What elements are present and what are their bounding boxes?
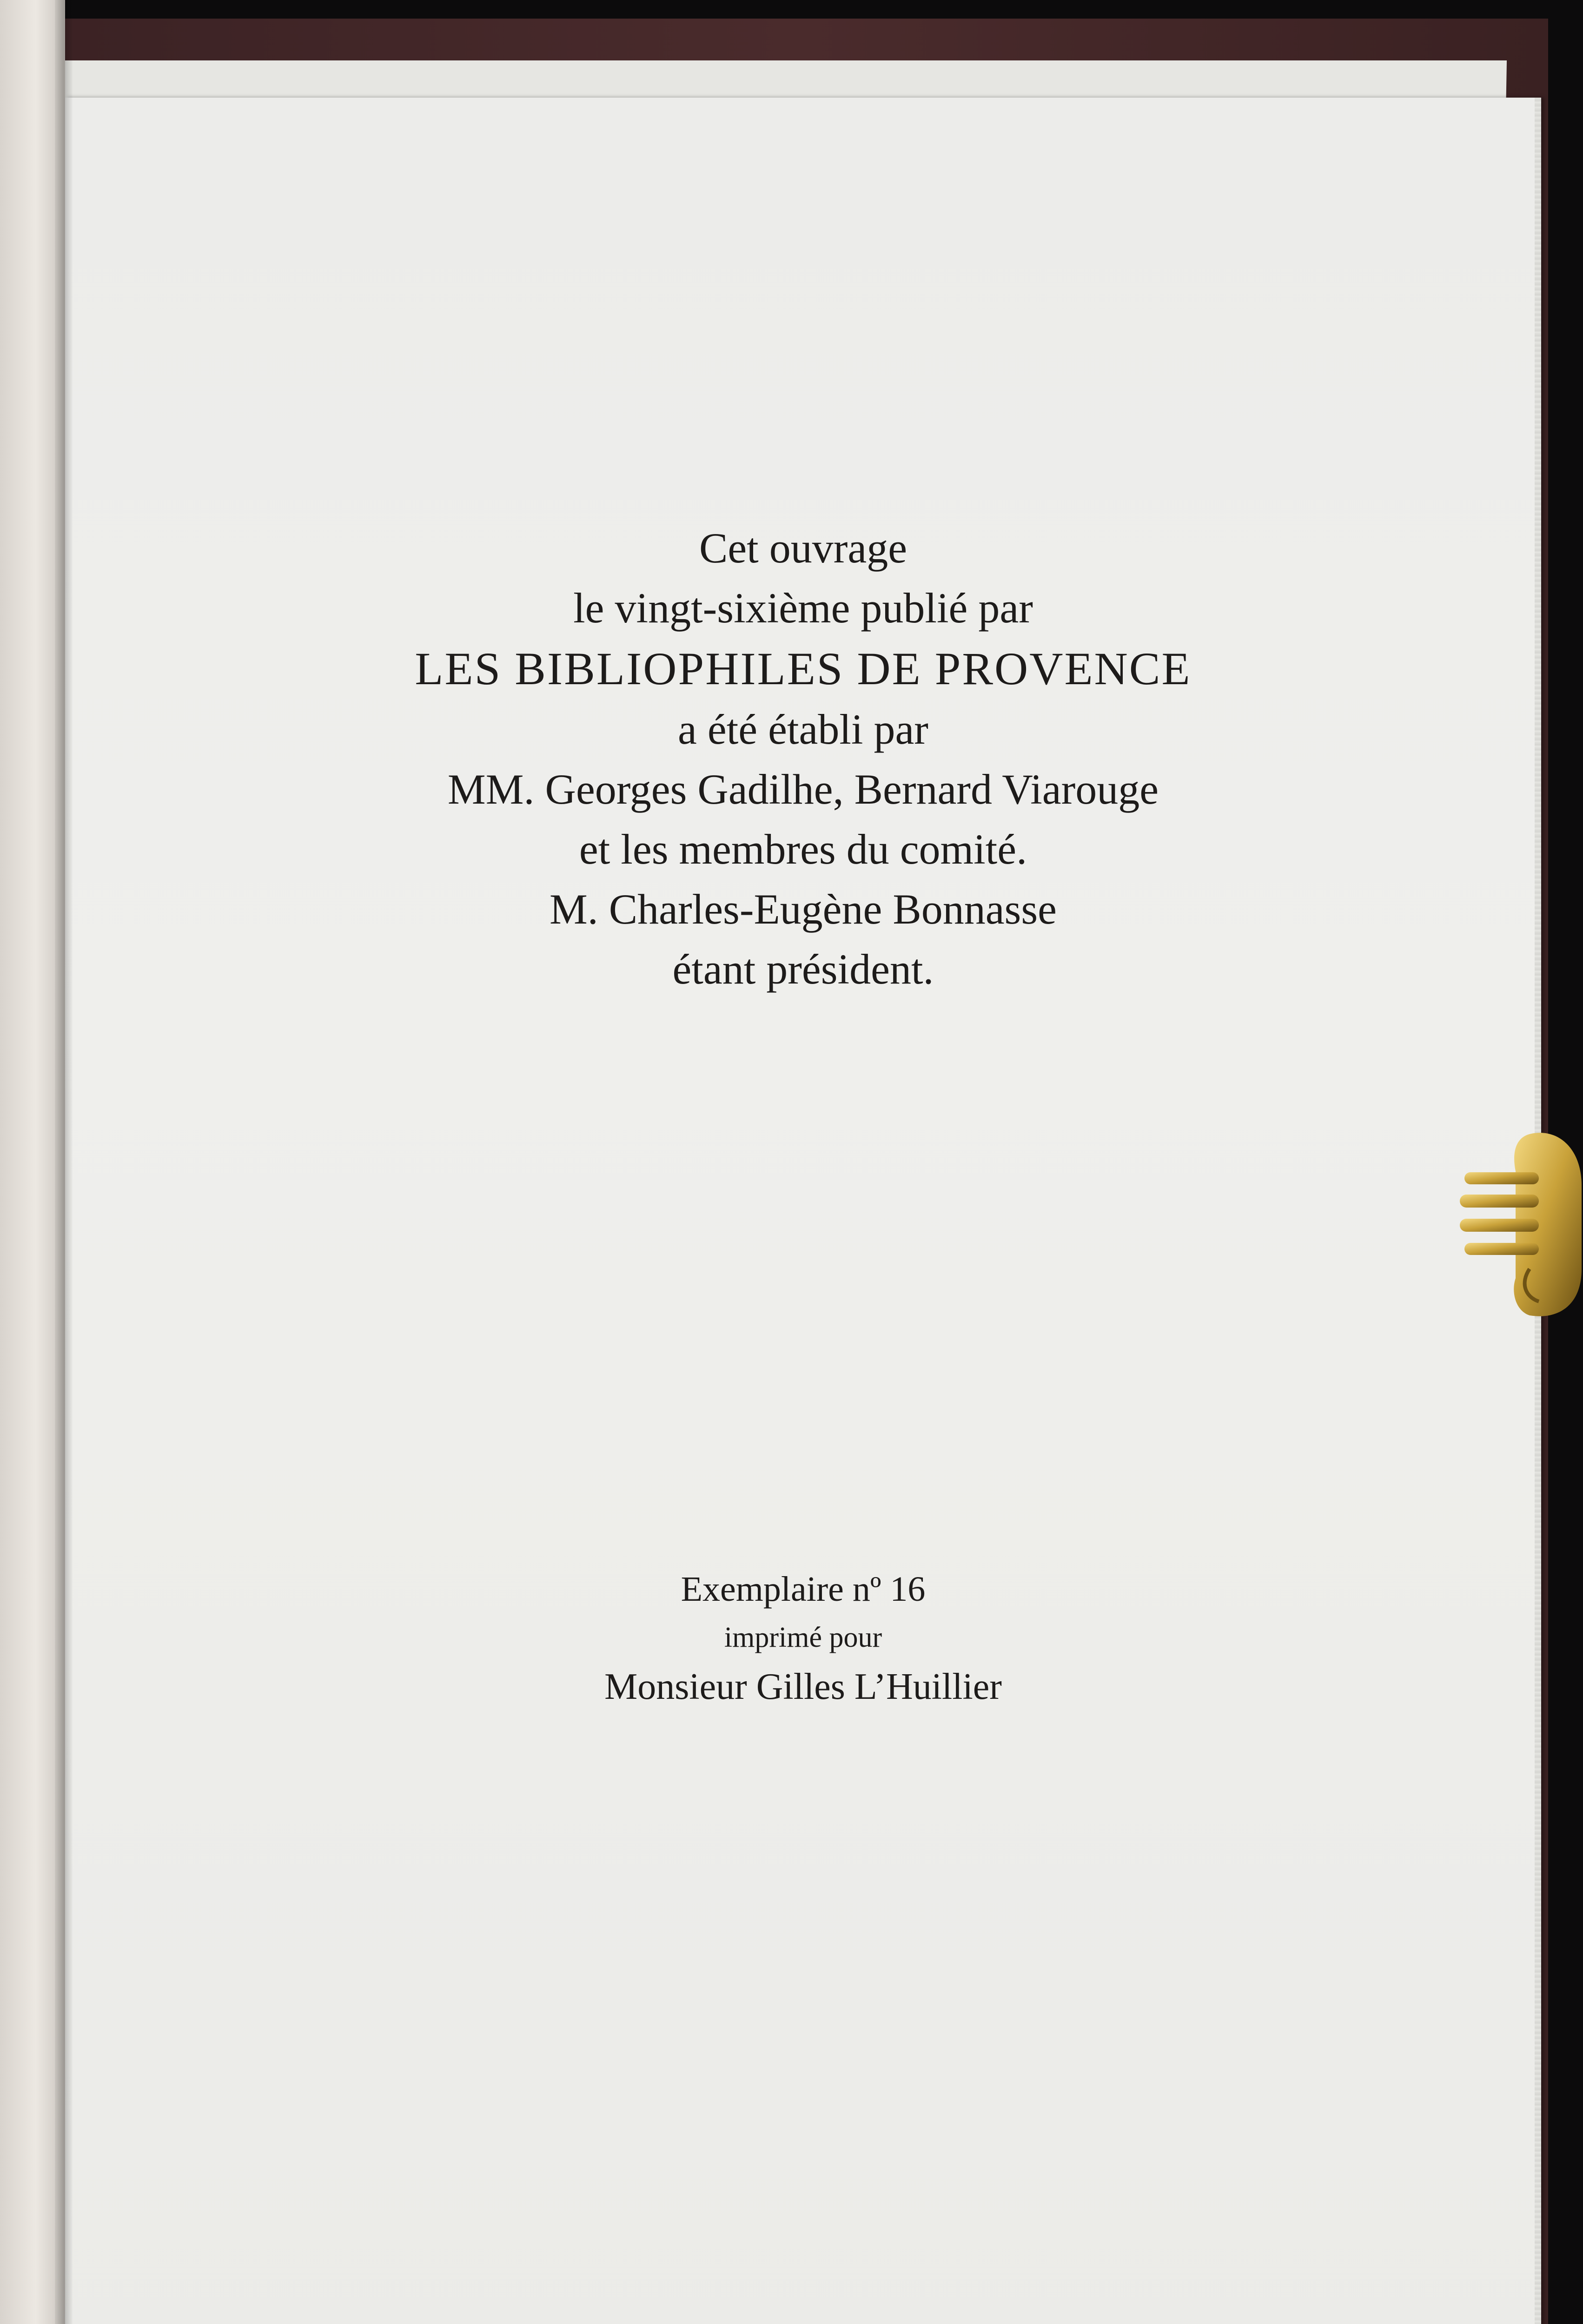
gutter-shadow [55,0,73,2324]
copy-number-note [65,1564,1541,1713]
line-editors: MM. Georges Gadilhe, Bernard Viarouge [447,766,1159,813]
recipient-name: Monsieur Gilles L’Huillier [604,1666,1002,1707]
line-ouvrage: Cet ouvrage [699,524,907,572]
line-publication-rank: le vingt-sixième publié par [573,584,1033,632]
line-etabli: a été établi par [678,706,928,753]
hand-clasp-icon [1460,1129,1583,1320]
line-president-name: M. Charles-Eugène Bonnasse [550,885,1057,933]
justification-page [65,98,1541,2324]
society-name: LES BIBLIOPHILES DE PROVENCE [415,643,1192,694]
publication-note [65,518,1541,999]
line-president-role: étant président. [672,945,934,993]
line-comite: et les membres du comité. [579,825,1027,873]
copy-number: Exemplaire nº 16 [681,1570,926,1609]
printed-for: imprimé pour [724,1622,882,1653]
